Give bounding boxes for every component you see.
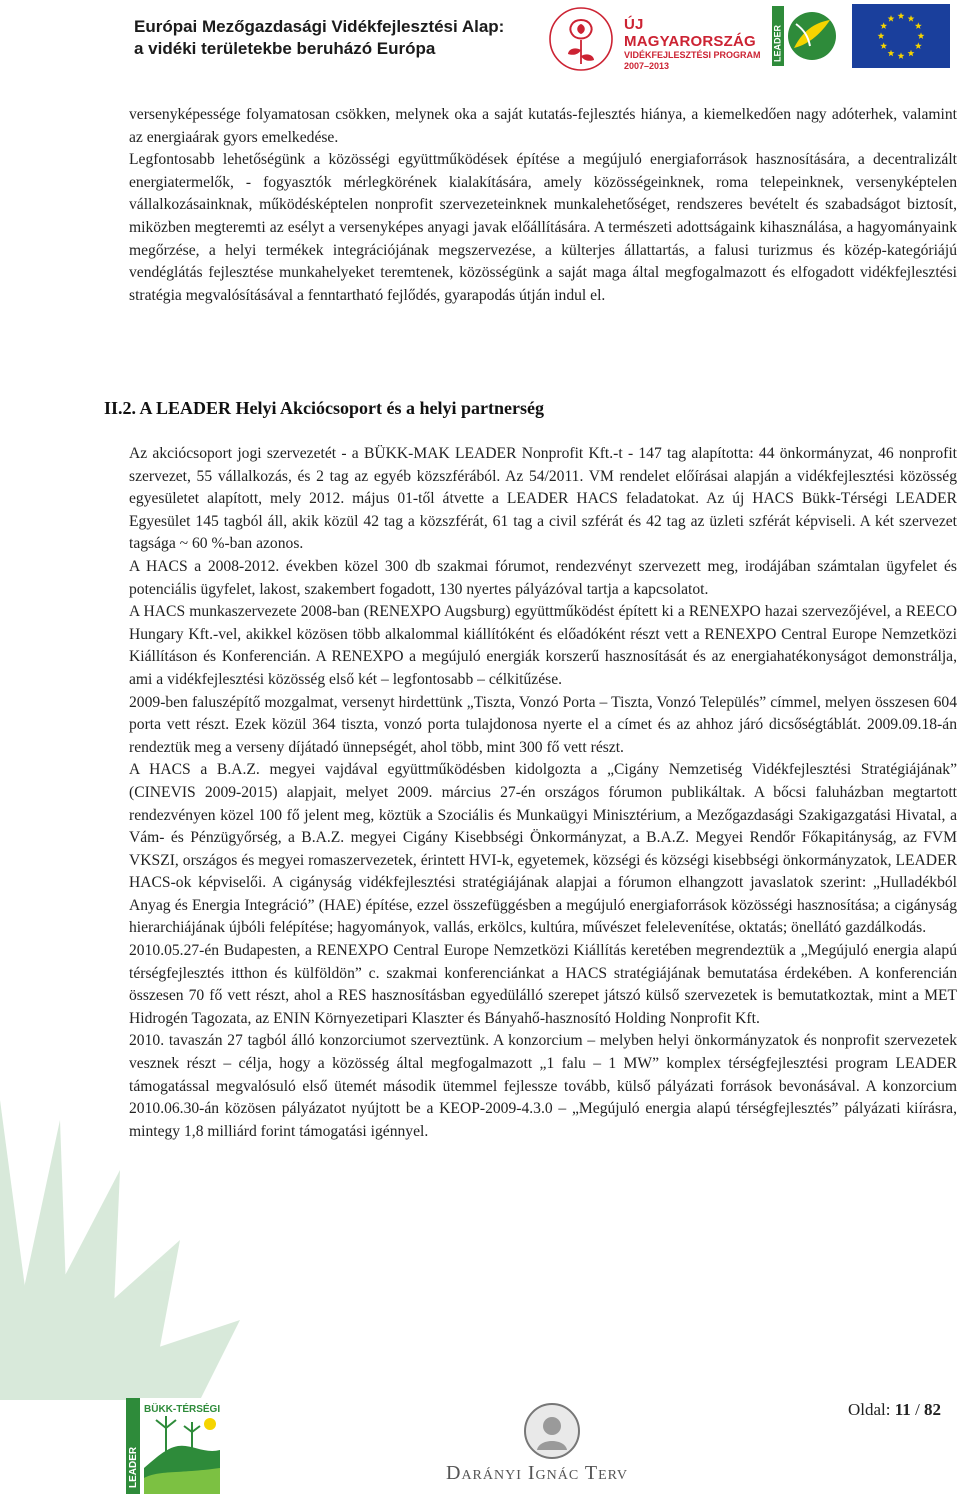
page-current: 11 <box>894 1400 911 1419</box>
rose-emblem-icon <box>548 6 614 72</box>
eu-flag-icon <box>852 4 950 68</box>
program-logo <box>624 16 764 72</box>
section-heading: II.2. A LEADER Helyi Akciócsoport és a helyi partnerség <box>104 398 544 418</box>
page-separator: / <box>915 1400 920 1419</box>
bukk-logo-text: BÜKK-TÉRSÉGI <box>144 1404 221 1415</box>
paragraph: 2010. tavaszán 27 tagból álló konzorciumot szerveztünk. A konzorcium – melyben helyi önkormányzatok és nonprofit szervezetek vesznek részt – célja, hogy a közösség által megfogalmazott „1 falu – 1 MW” komplex térségfejlesztési program LEADER támogatással megvalósuló első ütemét második ütemmel fejlessze tovább, külső pályázati források bevonásával. A konzorcium 2010.06.30-án közösen pályázatot nyújtott be a KEOP-2009-4.3.0 – „Megújuló energia alapú térségfejlesztés” pályázati kiírásra, mintegy 1,8 milliárd forint támogatási igénnyel. <box>129 1032 957 1140</box>
paragraph: A HACS a B.A.Z. megyei vajdával együttműködésben kidolgozta a „Cigány Nemzetiség Vidékfejlesztési Stratégiájának” (CINEVIS 2009-2015) alapjait, melyet 2009. március 27-én országos fórumon publikáltak. A bőcsi faluházban megtartott rendezvényen közel 100 fő jelent meg, köztük a Szociális és Munkaügyi Minisztérium, a Mezőgazdasági Szakigazgatási Hivatal, a Vám- és Pénzügyőrség, a B.A.Z. megyei Cigány Kisebbségi Önkormányzat, a B.A.Z. Megyei Rendőr Főkapitányság, az FVM VKSZI, országos és megyei romaszervezetek, érintett HVI-k, egyetemek, községi és községi kisebbségi önkormányzatok, LEADER HACS-ok képviselői. A cigányság vidékfejlesztési stratégiájának alapjai a fórumon elhangzott javaslatok szerint: „Hulladékból Anyag és Energia Integráció” (HAE) építése, ezzel összefüggésben a megújuló energiaforrások közösségi hasznosítása; a cigányság hierarchiájának újbóli felépítése; hagyományok, vallás, erkölcs, kultúra, művészet felelevenítése, oktatás; önellátó gazdálkodás. <box>129 761 957 937</box>
program-years: 2007–2013 <box>624 61 670 71</box>
program-subtitle: VIDÉKFEJLESZTÉSI PROGRAM <box>624 50 761 60</box>
paragraph: A HACS munkaszervezete 2008-ban (RENEXPO Augsburg) együttműködést épített ki a RENEXPO hazai szervezőjével, a REECO Hungary Kft.-vel, akikkel közösen több alkalommal kiállítóként és előadóként részt vett a RENEXPO Central Europe Nemzetközi Kiállításon és Konferencián. A RENEXPO a megújuló energiák korszerű hasznosítását és az energiahatékonyságot demonstrálja, ami a vidékfejlesztési közösség első két – legfontosabb – célkitűzése. <box>129 603 957 688</box>
leader-vertical-text: LEADER <box>128 1446 139 1488</box>
paragraph: A HACS a 2008-2012. években közel 300 db szakmai fórumot, rendezvényt szervezett meg, irodájában számtalan ügyfelet és potenciális ügyfelet, lakost, szakembert fogadott, 130 nyertes pályázóval tartja a kapcsolatot. <box>129 557 957 598</box>
paragraph: 2010.05.27-én Budapesten, a RENEXPO Central Europe Nemzetközi Kiállítás keretében megrendeztük a „Megújuló energia alapú térségfejlesztés itthon és külföldön” c. szakmai konferenciánkat a HACS stratégiájának bemutatása érdekében. A konferencián összesen 70 fő vett részt, ahol a RES hasznosításban egyedülálló szerepet játszó külső szervezetek is bemutatkoztak, mint a MET Hidrogén Tagozata, az ENIN Környezetipari Klaszter és Bányahő-hasznosító Holding Nonprofit Kft. <box>129 942 957 1027</box>
page-label: Oldal: <box>848 1400 891 1419</box>
leader-logo-icon <box>770 4 838 68</box>
paragraph: Az akciócsoport jogi szervezetét - a BÜKK-MAK LEADER Nonprofit Kft.-t - 147 tag alapította: 44 önkormányzat, 46 nonprofit szervezet, 55 vállalkozás, és 2 tag az egyéb közszférából. Az 54/2011. VM rendelet előírásai alapján a vidékfejlesztési közösség egyesületet alapított, mely 2012. május 01-től átvette a LEADER HACS feladatokat. Az új HACS Bükk-Térségi LEADER Egyesület 145 tagból áll, akik közül 42 tag a közszférát, 61 tag a civil szférát és 42 tag az üzleti szférát képviseli. A két szervezet tagsága ~ 60 %-ban azonos. <box>129 445 957 553</box>
eafrd-title-line2: a vidéki területekbe beruházó Európa <box>134 39 436 58</box>
darany-ignac-terv-logo: Darányi Ignác Terv <box>446 1462 628 1484</box>
page-total: 82 <box>924 1400 942 1419</box>
program-title: ÚJ MAGYARORSZÁG <box>624 16 756 50</box>
section-text <box>129 443 957 1143</box>
paragraph: versenyképessége folyamatosan csökken, melynek oka a saját kutatás-fejlesztés hiánya, a kiemelkedően nagy adóterhek, valamint az energiaárak gyors emelkedése. <box>129 106 957 146</box>
leader-logo-text: LEADER <box>772 24 783 62</box>
paragraph: Legfontosabb lehetőségünk a közösségi együttműködések építése a megújuló energiaforrások hasznosítására, a decentralizált energiatermelők, - fogyasztók mérlegkörének kialakítására, amely közösségeinknek, roma telepeinknek, versenyképtelen vállalkozásainknak, működésképtelen nonprofit szervezeteinknek munkalehetőséget, rendszeres bevételt és szabadságot biztosít, miközben megteremti az esélyt a versenyképes anyagi javak előállítására. A természeti adottságaink kihasználása, a hagyományaink megőrzése, a helyi termékek integrációjának megszervezése, a külterjes állattartás, a falusi turizmus és közép-kategóriájú vendéglátás fejlesztése munkahelyeket teremtenek, közösségünk a saját maga által megfogalmazott és elfogadott vidékfejlesztési stratégia megvalósításával a fenntartható fejlődés, gyarapodás útján indul el. <box>129 151 957 304</box>
intro-text <box>129 104 957 307</box>
portrait-medal-icon <box>523 1402 581 1460</box>
eafrd-title-line1: Európai Mezőgazdasági Vidékfejlesztési Alap: <box>134 17 505 36</box>
paragraph: 2009-ben faluszépítő mozgalmat, versenyt hirdettünk „Tiszta, Vonzó Porta – Tiszta, Vonzó Település” címmel, melyen összesen 604 porta vett részt. Ezek közül 364 tiszta, vonzó porta tulajdonosa nyerte el a címet és az ahhoz járó dicsőségtáblát. 2009.09.18-án rendeztük meg a verseny díjátadó ünnepségét, ahol több, mint 300 fő vett részt. <box>129 693 957 756</box>
page-number <box>848 1400 941 1420</box>
eafrd-title <box>134 16 504 60</box>
bukk-leader-logo-icon <box>126 1398 222 1494</box>
page-header <box>0 0 960 78</box>
